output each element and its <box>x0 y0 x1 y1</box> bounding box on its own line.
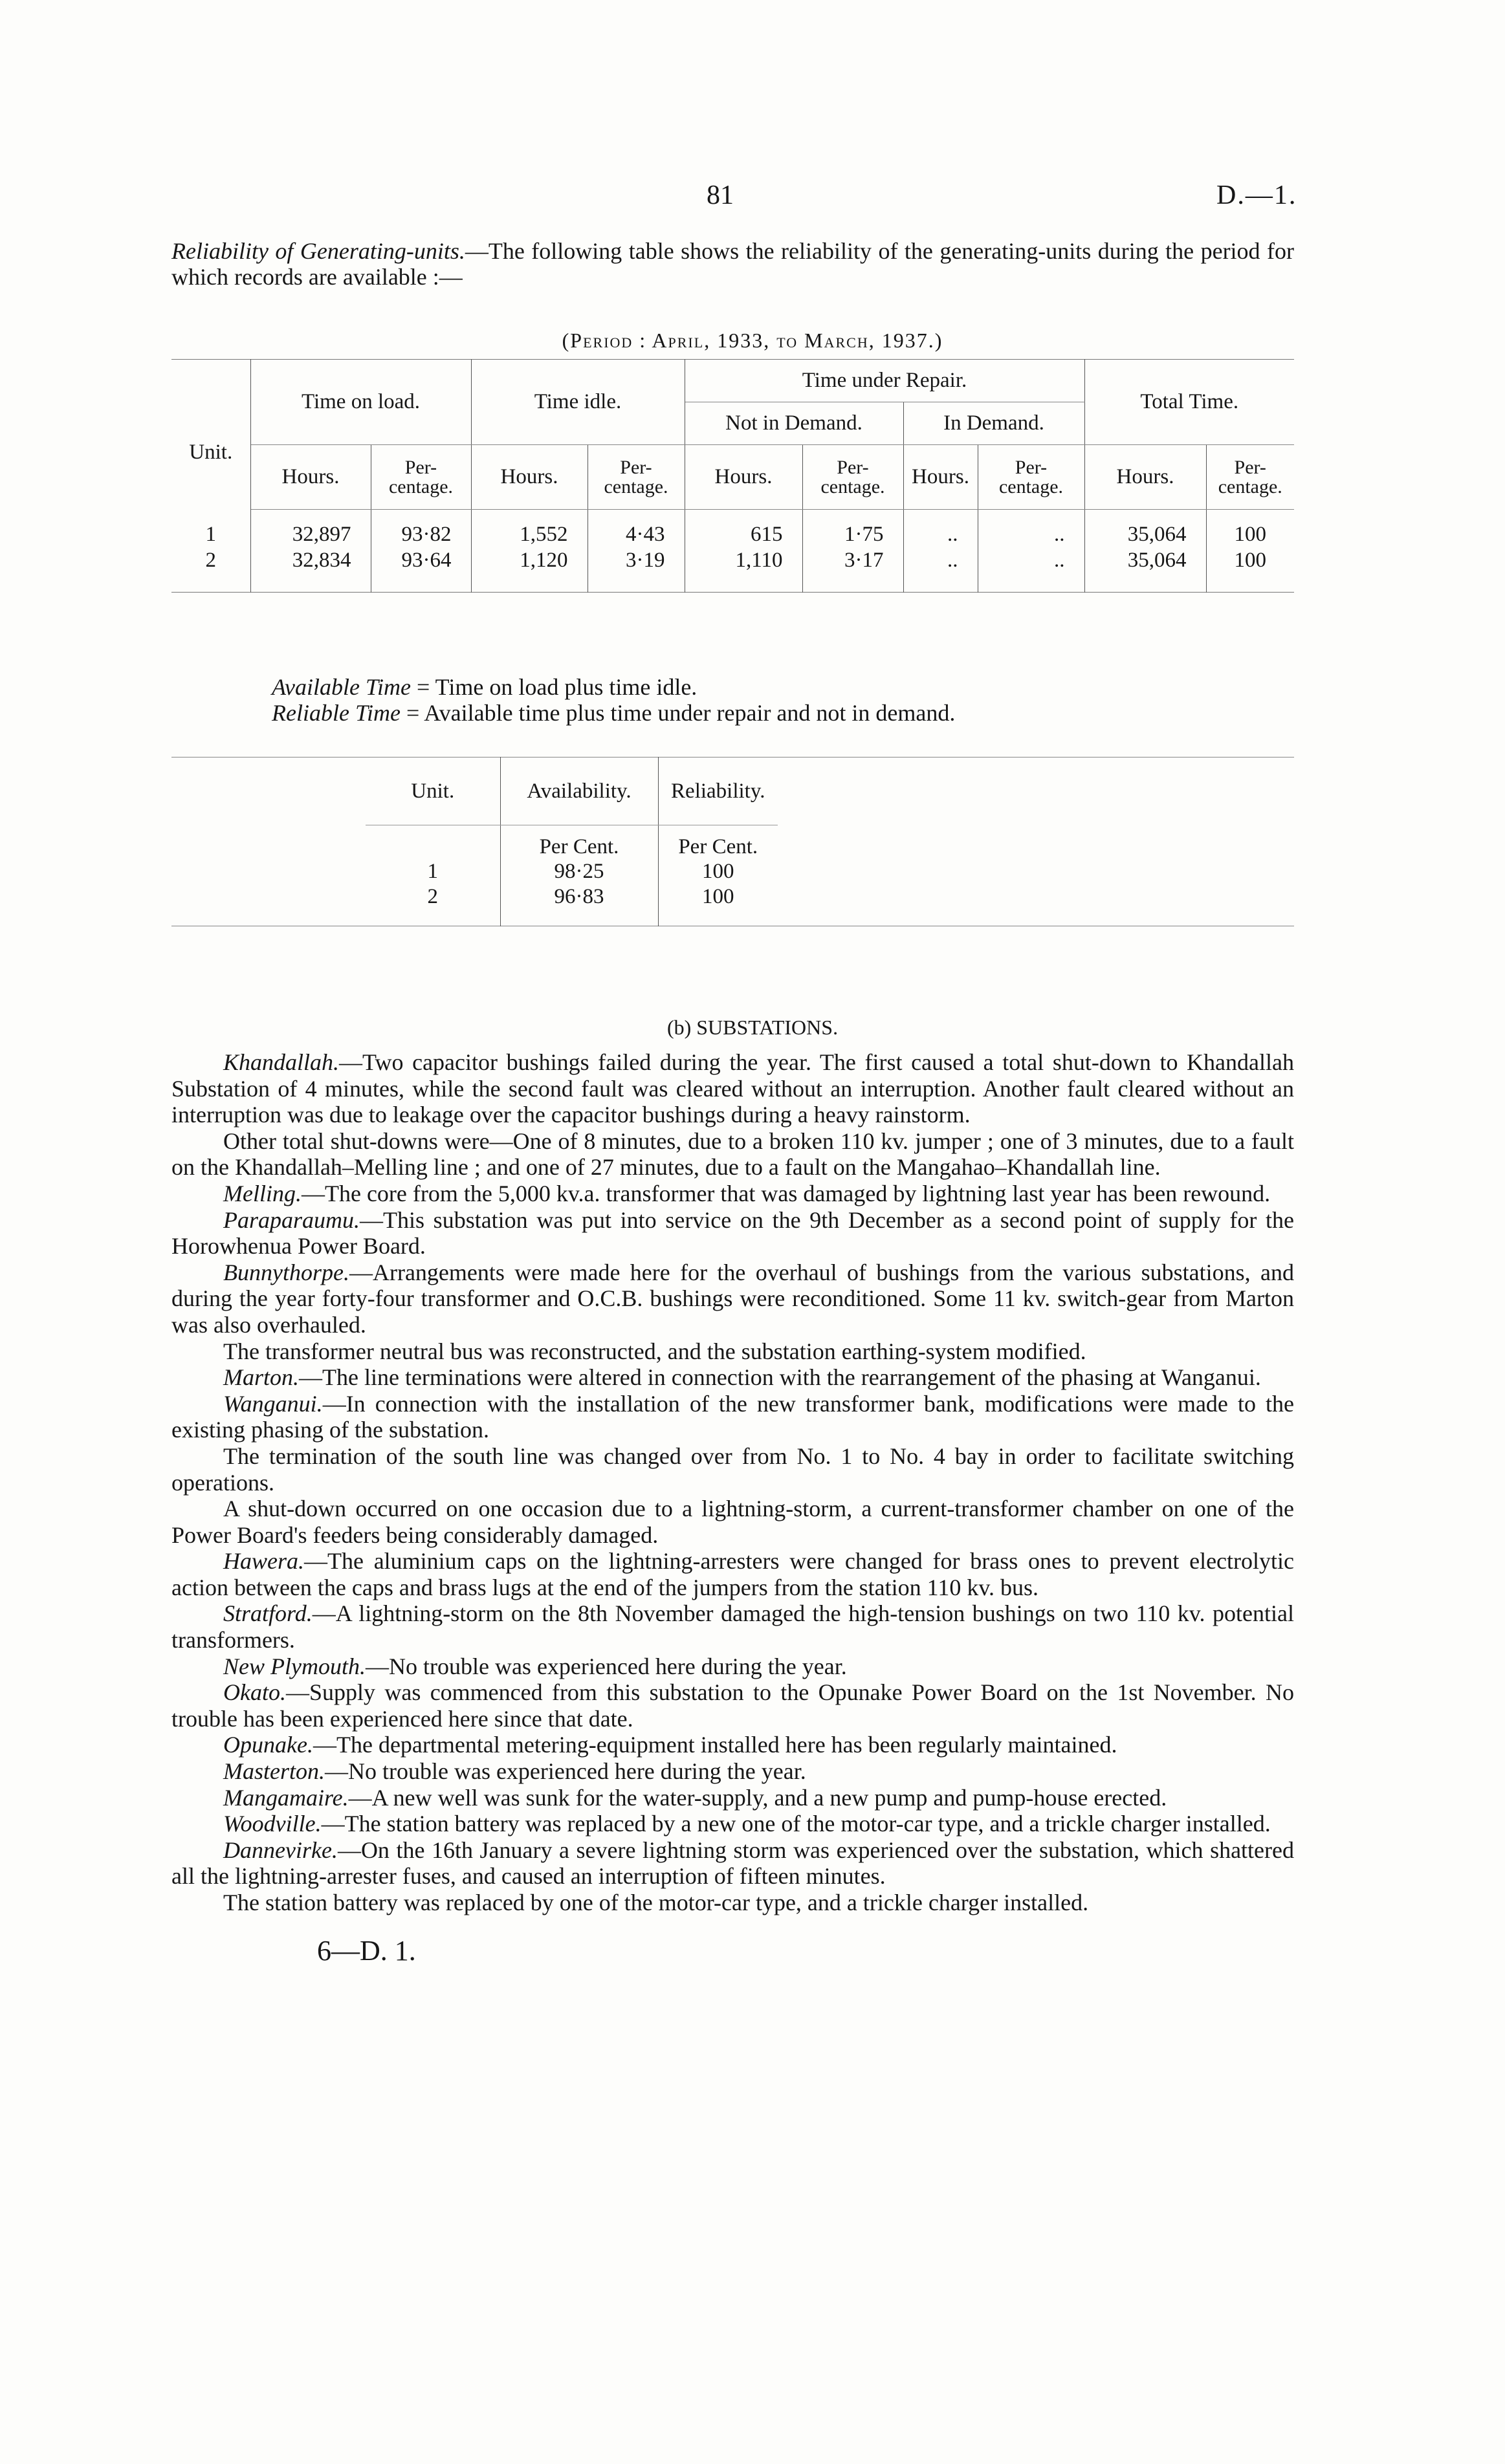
demand-hours-cell: .. <box>903 547 978 593</box>
unit-cell: 1 <box>171 510 250 547</box>
substation-paragraph <box>171 1338 1294 1365</box>
unit-cell: 2 <box>366 885 500 926</box>
intro-heading: Reliability of Generating-units. <box>171 238 465 264</box>
total-hours-cell: 35,064 <box>1084 510 1206 547</box>
percentage-header: Per- centage. <box>1206 445 1294 510</box>
demand-percent-cell: .. <box>978 510 1084 547</box>
hours-header: Hours. <box>471 445 588 510</box>
time-idle-header: Time idle. <box>471 360 685 445</box>
substation-paragraph <box>171 1181 1294 1207</box>
paragraph-text: —The aluminium caps on the lightning-arresters were changed for brass ones to prevent electrolytic action between the caps and brass lugs at the end of the jumpers from the station 110 kv. bus. <box>171 1548 1294 1600</box>
availability-column-header: Availability. <box>500 758 658 825</box>
unit-cell: 2 <box>171 547 250 593</box>
hours-header: Hours. <box>685 445 802 510</box>
paragraph-text: —This substation was put into service on the 9th December as a second point of supply for the Horowhenua Power Board. <box>171 1206 1294 1259</box>
not-in-demand-header: Not in Demand. <box>685 402 903 445</box>
paragraph-text: —No trouble was experienced here during the year. <box>325 1758 806 1785</box>
paragraph-text: —In connection with the installation of the new transformer bank, modifications were made to the existing phasing of the substation. <box>171 1390 1294 1443</box>
substation-paragraph <box>171 1207 1294 1259</box>
paragraph-text: A shut-down occurred on one occasion due to a lightning-storm, a current-transformer chamber on one of the Power Board's feeders being considerably damaged. <box>171 1496 1294 1548</box>
percentage-header: Per- centage. <box>588 445 685 510</box>
idle-percent-cell: 3·19 <box>588 547 685 593</box>
hours-header: Hours. <box>1084 445 1206 510</box>
substation-name: Okato. <box>223 1679 286 1706</box>
document-reference: D.—1. <box>1216 180 1297 210</box>
not-demand-hours-cell: 1,110 <box>685 547 802 593</box>
available-time-definition: Available Time = Time on load plus time idle. <box>272 674 698 700</box>
availability-cell: 98·25 <box>500 859 658 885</box>
reliability-column-header: Reliability. <box>658 758 778 825</box>
per-cent-label: Per Cent. <box>678 834 758 858</box>
paragraph-text: The termination of the south line was changed over from No. 1 to No. 4 bay in order to facilitate switching operations. <box>171 1443 1294 1496</box>
substation-name: Bunnythorpe. <box>223 1259 349 1285</box>
substation-paragraph <box>171 1259 1294 1338</box>
reliable-time-definition: Reliable Time = Available time plus time under repair and not in demand. <box>272 700 956 726</box>
table-row <box>171 547 1294 593</box>
reliability-cell: 100 <box>702 884 734 908</box>
substation-paragraph <box>171 1758 1294 1785</box>
substation-paragraph <box>171 1496 1294 1548</box>
total-time-header: Total Time. <box>1084 360 1294 445</box>
load-hours-cell: 32,897 <box>250 510 371 547</box>
time-under-repair-header: Time under Repair. <box>685 360 1084 402</box>
substation-paragraph <box>171 1364 1294 1391</box>
paragraph-text: —No trouble was experienced here during the year. <box>365 1653 847 1679</box>
generating-units-table <box>171 359 1294 593</box>
idle-percent-cell: 4·43 <box>588 510 685 547</box>
footer-signature: 6—D. 1. <box>317 1935 416 1967</box>
paragraph-text: —The core from the 5,000 kv.a. transformer that was damaged by lightning last year has been rewound. <box>301 1180 1271 1206</box>
not-demand-percent-cell: 3·17 <box>802 547 903 593</box>
substation-name: Hawera. <box>223 1548 304 1575</box>
substation-name: Marton. <box>223 1364 299 1391</box>
paragraph-text: Other total shut-downs were—One of 8 minutes, due to a broken 110 kv. jumper ; one of 3 minutes, due to a fault on the Khandallah–Melling line ; and one of 27 minutes, due to a fault on the Mangahao–Khandallah line. <box>171 1128 1294 1181</box>
not-demand-percent-cell: 1·75 <box>802 510 903 547</box>
paragraph-text: —A new well was sunk for the water-supply, and a new pump and pump-house erected. <box>348 1784 1167 1811</box>
substation-paragraph <box>171 1600 1294 1653</box>
table-row <box>171 859 1294 885</box>
substation-name: Paraparaumu. <box>223 1206 360 1233</box>
substation-paragraph <box>171 1391 1294 1443</box>
hours-header: Hours. <box>903 445 978 510</box>
total-percent-cell: 100 <box>1234 548 1266 572</box>
paragraph-text: —Two capacitor bushings failed during the year. The first caused a total shut-down to Khandallah Substation of 4 minutes, while the second fault was cleared without an interruption. Another fault cleared without an interruption was due to leakage over the capacitor bushings during a heavy rainstorm. <box>171 1049 1294 1128</box>
substation-name: Opunake. <box>223 1732 313 1758</box>
substation-paragraph <box>171 1785 1294 1811</box>
idle-hours-cell: 1,552 <box>471 510 588 547</box>
load-percent-cell: 93·64 <box>371 547 471 593</box>
substation-paragraph <box>171 1548 1294 1600</box>
unit-cell: 1 <box>366 859 500 885</box>
substation-name: Mangamaire. <box>223 1784 349 1811</box>
demand-percent-cell: .. <box>978 547 1084 593</box>
substation-name: Melling. <box>223 1180 302 1206</box>
total-hours-cell: 35,064 <box>1084 547 1206 593</box>
paragraph-text: —Arrangements were made here for the overhaul of bushings from the various substations, and during the year forty-four transformer and O.C.B. bushings were reconditioned. Some 11 kv. switch-gear from Marton was also overhauled. <box>171 1259 1294 1338</box>
substation-name: Khandallah. <box>223 1049 340 1075</box>
paragraph-text: —On the 16th January a severe lightning storm was experienced over the substation, which shattered all the lightning-arrester fuses, and caused an interruption of fifteen minutes. <box>171 1837 1294 1890</box>
substation-name: New Plymouth. <box>223 1653 366 1679</box>
availability-cell: 96·83 <box>500 885 658 926</box>
substation-name: Stratford. <box>223 1600 313 1627</box>
paragraph-text: —The station battery was replaced by a new one of the motor-car type, and a trickle charger installed. <box>321 1811 1271 1837</box>
substation-paragraph <box>171 1732 1294 1758</box>
paragraph-text: The station battery was replaced by one of the motor-car type, and a trickle charger installed. <box>223 1890 1089 1915</box>
substation-paragraph <box>171 1679 1294 1732</box>
total-percent-cell: 100 <box>1234 522 1266 546</box>
table-row <box>171 510 1294 547</box>
hours-header: Hours. <box>250 445 371 510</box>
idle-hours-cell: 1,120 <box>471 547 588 593</box>
substation-paragraph <box>171 1837 1294 1890</box>
unit-column-header: Unit. <box>366 758 500 825</box>
availability-table <box>171 757 1294 926</box>
paragraph-text: —A lightning-storm on the 8th November damaged the high-tension bushings on two 110 kv. potential transformers. <box>171 1600 1294 1653</box>
load-hours-cell: 32,834 <box>250 547 371 593</box>
substation-paragraph <box>171 1049 1294 1128</box>
substation-paragraph <box>171 1128 1294 1181</box>
substation-name: Wanganui. <box>223 1390 323 1417</box>
table-row <box>171 885 1294 926</box>
paragraph-text: —The line terminations were altered in connection with the rearrangement of the phasing at Wanganui. <box>299 1364 1261 1391</box>
substation-name: Dannevirke. <box>223 1837 338 1863</box>
substation-name: Masterton. <box>223 1758 325 1785</box>
substation-name: Woodville. <box>223 1811 322 1837</box>
percentage-header: Per- centage. <box>802 445 903 510</box>
section-heading: (b) SUBSTATIONS. <box>666 1016 839 1039</box>
not-demand-hours-cell: 615 <box>685 510 802 547</box>
demand-hours-cell: .. <box>903 510 978 547</box>
unit-header: Unit. <box>171 360 250 510</box>
substations-body <box>171 1049 1294 1916</box>
reliability-cell: 100 <box>702 860 734 883</box>
substation-paragraph <box>171 1890 1294 1916</box>
percentage-header: Per- centage. <box>371 445 471 510</box>
paragraph-text: The transformer neutral bus was reconstructed, and the substation earthing-system modified. <box>223 1338 1086 1364</box>
period-caption: (Period : April, 1933, to March, 1937.) <box>562 329 943 352</box>
paragraph-text: —The departmental metering-equipment installed here has been regularly maintained. <box>313 1732 1117 1758</box>
paragraph-text: —Supply was commenced from this substation to the Opunake Power Board on the 1st November. No trouble has been experienced here since that date. <box>171 1679 1294 1732</box>
intro-paragraph <box>171 238 1294 290</box>
load-percent-cell: 93·82 <box>371 510 471 547</box>
in-demand-header: In Demand. <box>903 402 1084 445</box>
substation-paragraph <box>171 1443 1294 1496</box>
percentage-header: Per- centage. <box>978 445 1084 510</box>
page-number: 81 <box>707 180 734 210</box>
per-cent-label: Per Cent. <box>500 825 658 859</box>
time-on-load-header: Time on load. <box>250 360 471 445</box>
substation-paragraph <box>171 1811 1294 1837</box>
substation-paragraph <box>171 1653 1294 1680</box>
intro-text: —The following table shows the reliability of the generating-units during the period for which records are available :— <box>171 238 1294 290</box>
